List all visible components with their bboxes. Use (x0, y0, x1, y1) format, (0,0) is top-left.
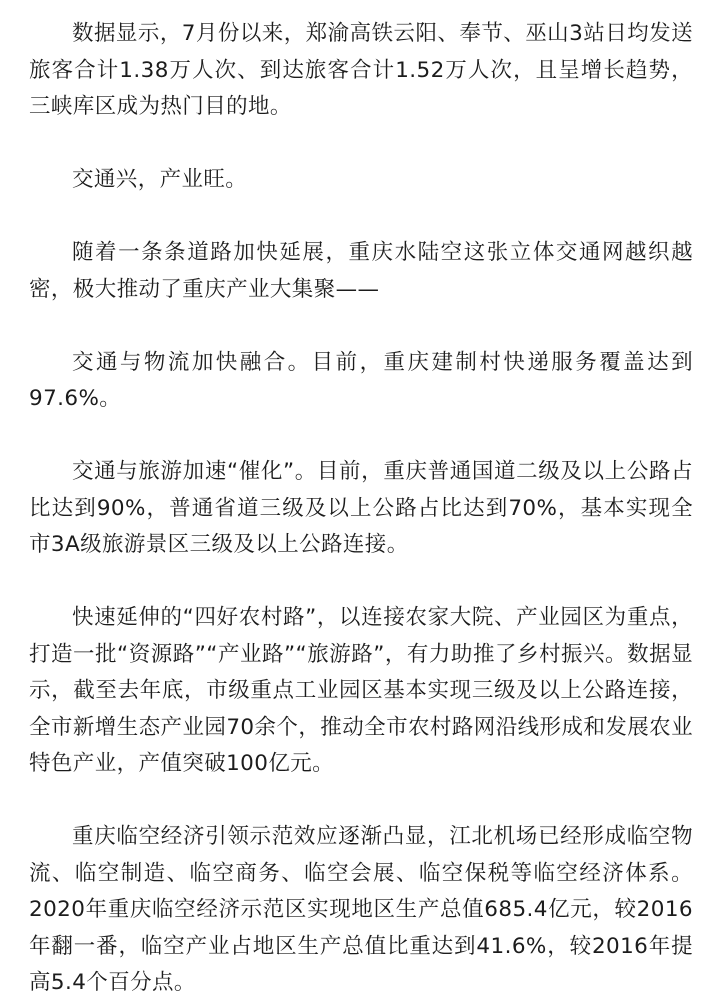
paragraph-rural-roads: 快速延伸的“四好农村路”，以连接农家大院、产业园区为重点，打造一批“资源路”“产业路”“旅游路”，有力助推了乡村振兴。数据显示，截至去年底，市级重点工业园区基本实现三级及以上公路连接，全市新增生态产业园70余个，推动全市农村路网沿线形成和发展农业特色产业，产值突破100亿元。 (29, 605, 693, 776)
paragraph-tourism: 交通与旅游加速“催化”。目前，重庆普通国道二级及以上公路占比达到90%，普通省道三级及以上公路占比达到70%，基本实现全市3A级旅游景区三级及以上公路连接。 (29, 459, 693, 557)
paragraph-airport-economy: 重庆临空经济引领示范效应逐渐凸显，江北机场已经形成临空物流、临空制造、临空商务、临空会展、临空保税等临空经济体系。2020年重庆临空经济示范区实现地区生产总值685.4亿元，较2016年翻一番，临空产业占地区生产总值比重达到41.6%，较2016年提高5.4个百分点。 (29, 824, 693, 995)
paragraph-transport-network: 随着一条条道路加快延展，重庆水陆空这张立体交通网越织越密，极大推动了重庆产业大集聚—— (29, 240, 693, 302)
article-body (29, 16, 693, 1002)
paragraph-transport-industry: 交通兴，产业旺。 (72, 167, 248, 192)
paragraph-rail-passenger-data: 数据显示，7月份以来，郑渝高铁云阳、奉节、巫山3站日均发送旅客合计1.38万人次、到达旅客合计1.52万人次，且呈增长趋势，三峡库区成为热门目的地。 (29, 21, 693, 119)
paragraph-logistics: 交通与物流加快融合。目前，重庆建制村快递服务覆盖达到97.6%。 (29, 349, 693, 411)
